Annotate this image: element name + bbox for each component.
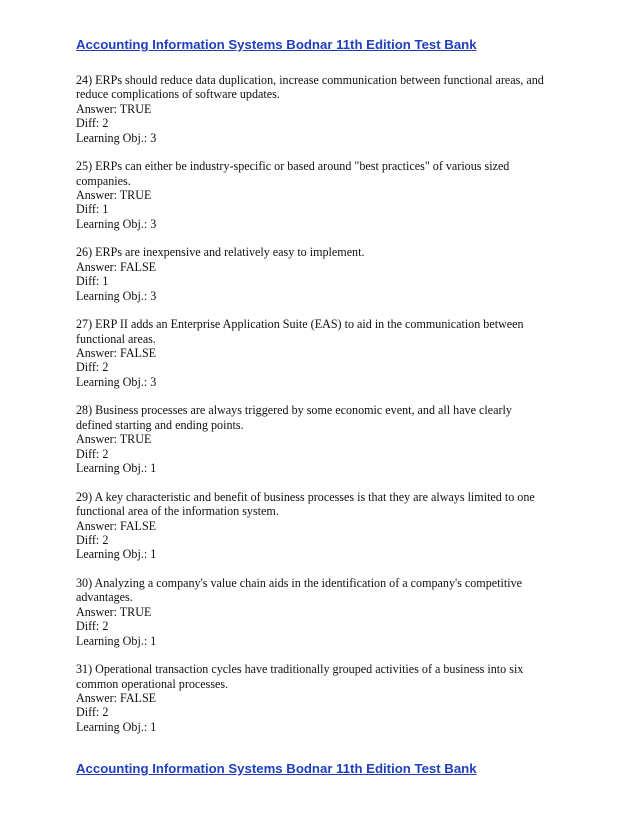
learning-objective-line: Learning Obj.: 1 bbox=[76, 633, 157, 648]
question-item bbox=[76, 73, 576, 145]
learning-objective-line: Learning Obj.: 3 bbox=[76, 130, 157, 145]
question-text-line: 31) Operational transaction cycles have traditionally grouped activities of a business into six bbox=[76, 662, 524, 677]
question-text-line: reduce complications of software updates. bbox=[76, 87, 280, 102]
question-text-line: 26) ERPs are inexpensive and relatively easy to implement. bbox=[76, 245, 365, 260]
question-text-line: advantages. bbox=[76, 590, 133, 605]
answer-line: Answer: TRUE bbox=[76, 432, 152, 447]
learning-objective-line: Learning Obj.: 1 bbox=[76, 461, 157, 476]
question-text-line: 25) ERPs can either be industry-specific or based around "best practices" of various sized bbox=[76, 159, 510, 174]
question-item bbox=[76, 317, 576, 389]
question-text-line: functional area of the information system. bbox=[76, 504, 279, 519]
answer-line: Answer: FALSE bbox=[76, 259, 157, 274]
question-text-line: 28) Business processes are always triggered by some economic event, and all have clearly bbox=[76, 403, 512, 418]
question-item bbox=[76, 576, 576, 648]
difficulty-line: Diff: 2 bbox=[76, 446, 109, 461]
answer-line: Answer: FALSE bbox=[76, 690, 157, 705]
question-text-line: defined starting and ending points. bbox=[76, 417, 244, 432]
question-text-line: common operational processes. bbox=[76, 676, 229, 691]
question-text-line: 24) ERPs should reduce data duplication, increase communication between functional areas, and bbox=[76, 73, 544, 87]
learning-objective-line: Learning Obj.: 1 bbox=[76, 719, 157, 734]
question-item bbox=[76, 662, 576, 734]
question-text-line: 29) A key characteristic and benefit of business processes is that they are always limited to one bbox=[76, 489, 535, 504]
question-item bbox=[76, 245, 576, 303]
answer-line: Answer: TRUE bbox=[76, 604, 152, 619]
question-text-line: functional areas. bbox=[76, 331, 156, 346]
learning-objective-line: Learning Obj.: 3 bbox=[76, 374, 157, 389]
answer-line: Answer: FALSE bbox=[76, 518, 157, 533]
learning-objective-line: Learning Obj.: 1 bbox=[76, 547, 157, 562]
answer-line: Answer: TRUE bbox=[76, 188, 152, 203]
difficulty-line: Diff: 2 bbox=[76, 532, 109, 547]
difficulty-line: Diff: 2 bbox=[76, 705, 109, 720]
question-text-line: 27) ERP II adds an Enterprise Application Suite (EAS) to aid in the communication between bbox=[76, 317, 524, 332]
question-text-line: companies. bbox=[76, 173, 131, 188]
difficulty-line: Diff: 1 bbox=[76, 202, 109, 217]
learning-objective-line: Learning Obj.: 3 bbox=[76, 216, 157, 231]
difficulty-line: Diff: 2 bbox=[76, 116, 109, 131]
question-item bbox=[76, 159, 576, 231]
difficulty-line: Diff: 2 bbox=[76, 619, 109, 634]
question-list bbox=[76, 73, 576, 748]
difficulty-line: Diff: 1 bbox=[76, 274, 109, 289]
answer-line: Answer: TRUE bbox=[76, 101, 152, 116]
learning-objective-line: Learning Obj.: 3 bbox=[76, 288, 157, 303]
question-text-line: 30) Analyzing a company's value chain aids in the identification of a company's competitive bbox=[76, 575, 522, 590]
question-item bbox=[76, 403, 576, 475]
difficulty-line: Diff: 2 bbox=[76, 360, 109, 375]
question-item bbox=[76, 490, 576, 562]
answer-line: Answer: FALSE bbox=[76, 346, 157, 361]
header-title-link[interactable]: Accounting Information Systems Bodnar 11th Edition Test Bank bbox=[76, 37, 477, 52]
footer-title-link[interactable]: Accounting Information Systems Bodnar 11th Edition Test Bank bbox=[76, 761, 477, 776]
